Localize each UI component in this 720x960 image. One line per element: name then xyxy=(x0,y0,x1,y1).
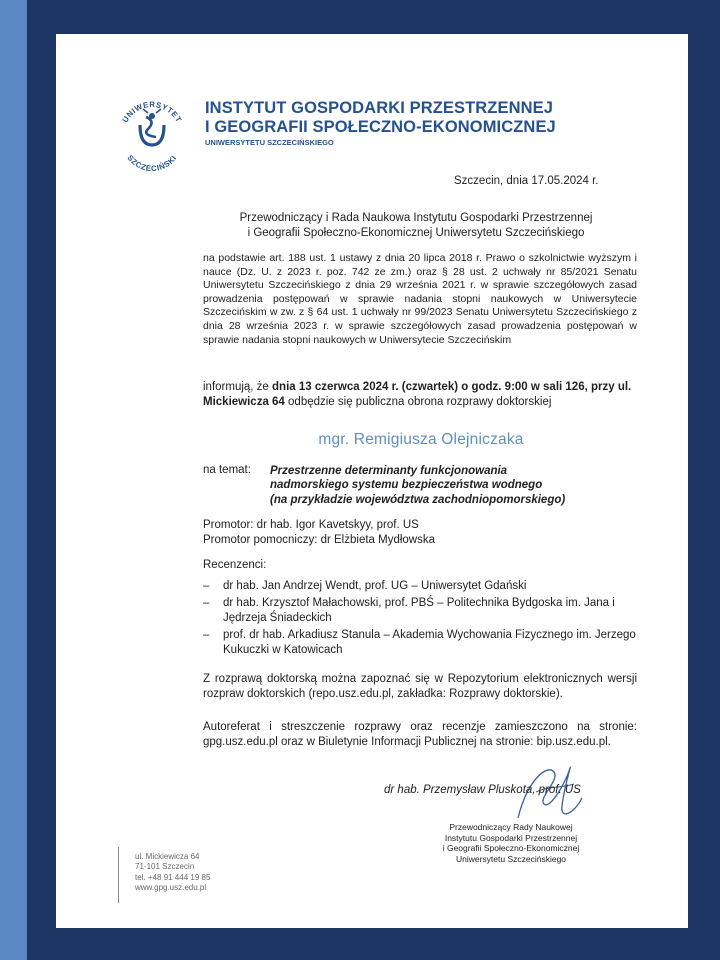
document-page xyxy=(56,34,688,928)
footer-divider xyxy=(118,847,119,903)
notice-suffix: odbędzie się publiczna obrona rozprawy doktorskiej xyxy=(284,396,552,408)
list-dash: – xyxy=(203,580,210,592)
reviewer-name: prof. dr hab. Arkadiusz Stanula – Akademia Wychowania Fizycznego im. Jerzego Kukuczki w Katowicach xyxy=(223,628,636,656)
list-item xyxy=(203,579,643,594)
assistant-promotor: Promotor pomocniczy: dr Elżbieta Mydłowska xyxy=(203,534,435,546)
footer-city: 71-101 Szczecin xyxy=(135,862,195,872)
addressee xyxy=(196,211,636,241)
legal-basis-paragraph: na podstawie art. 188 ust. 1 ustawy z dnia 20 lipca 2018 r. Prawo o szkolnictwie wyższym i nauce (Dz. U. z 2023 r. poz. 742 ze zm.) oraz § 28 ust. 2 uchwały nr 85/2021 Senatu Uniwersytetu Szczecińskiego z dnia 29 września 2021 r. w sprawie szczegółowych zasad prowadzenia postępowań w sprawie nadania stopni naukowych w Uniwersytecie Szczecińskim w zw. z § 64 ust. 1 uchwały nr 99/2023 Senatu Uniwersytetu Szczecińskiego z dnia 28 września 2023 r. w sprawie szczegółowych zasad prowadzenia postępowań w sprawie nadania stopni naukowych w Uniwersytecie Szczecińskim xyxy=(203,252,637,346)
signer-role-line2: Instytutu Gospodarki Przestrzennej xyxy=(444,832,578,843)
notice-prefix: informują, że xyxy=(203,381,273,393)
signer-role-line4: Uniwersytetu Szczecińskiego xyxy=(455,853,567,864)
institute-name xyxy=(205,99,556,137)
reviewer-name: dr hab. Krzysztof Małachowski, prof. PBŚ – Politechnika Bydgoska im. Jana i Jędrzeja Śniadeckich xyxy=(223,596,615,624)
list-dash: – xyxy=(203,596,210,609)
addressee-line1: Przewodniczący i Rada Naukowa Instytutu Gospodarki Przestrzennej xyxy=(239,212,593,224)
reviewer-name: dr hab. Jan Andrzej Wendt, prof. UG – Uniwersytet Gdański xyxy=(223,580,527,592)
topic-line2: nadmorskiego systemu bezpieczeństwa wodnego xyxy=(270,479,543,492)
svg-text:SZCZECIŃSKI: SZCZECIŃSKI xyxy=(125,153,179,174)
signer-role-line3: i Geografii Społeczno-Ekonomicznej xyxy=(442,843,580,853)
list-item xyxy=(203,596,643,626)
abstract-note: Autoreferat i streszczenie rozprawy oraz recenzje zamieszczono na stronie: gpg.usz.edu.pl oraz w Biuletynie Informacji Publicznej na stronie: bip.usz.edu.pl. xyxy=(203,721,637,748)
university-seal-logo xyxy=(116,89,188,185)
reviewers-heading: Recenzenci: xyxy=(203,559,267,571)
institute-name-line1: INSTYTUT GOSPODARKI PRZESTRZENNEJ xyxy=(205,99,553,117)
institute-subtitle: UNIWERSYTETU SZCZECIŃSKIEGO xyxy=(205,138,334,147)
document-date: Szczecin, dnia 17.05.2024 r. xyxy=(454,175,599,187)
dissertation-topic xyxy=(270,464,640,507)
repository-note: Z rozprawą doktorską można zapoznać się w Repozytorium elektronicznych wersji rozpraw doktorskich (repo.usz.edu.pl, zakładka: Rozprawy doktorskie). xyxy=(203,673,637,700)
footer-contact xyxy=(135,852,210,894)
promotors xyxy=(203,518,435,548)
list-dash: – xyxy=(203,628,210,641)
promotor: Promotor: dr hab. Igor Kavetskyy, prof. US xyxy=(203,519,419,531)
footer-website: www.gpg.usz.edu.pl xyxy=(135,883,207,893)
candidate-name: mgr. Remigiusza Olejniczaka xyxy=(318,431,524,448)
list-item xyxy=(203,628,643,658)
defense-notice xyxy=(203,380,643,410)
topic-label: na temat: xyxy=(203,464,251,476)
topic-line3: (na przykładzie województwa zachodniopomorskiego) xyxy=(270,493,566,506)
addressee-line2: i Geografii Społeczno-Ekonomicznej Uniwersytetu Szczecińskiego xyxy=(247,227,585,239)
institute-name-line2: I GEOGRAFII SPOŁECZNO-EKONOMICZNEJ xyxy=(205,118,556,136)
left-accent-stripe xyxy=(0,0,27,960)
svg-text:UNIWERSYTET: UNIWERSYTET xyxy=(120,99,184,125)
footer-phone: tel. +48 91 444 19 85 xyxy=(135,872,211,882)
signer-role-line1: Przewodniczący Rady Naukowej xyxy=(449,822,573,832)
topic-line1: Przestrzenne determinanty funkcjonowania xyxy=(270,465,508,477)
footer-street: ul. Mickiewicza 64 xyxy=(135,852,200,861)
signer-name: dr hab. Przemysław Pluskota, prof. US xyxy=(384,784,581,796)
signer-role xyxy=(436,822,586,864)
notice-date-location: dnia 13 czerwca 2024 r. (czwartek) o godz. 9:00 w sali 126, przy ul. Mickiewicza 64 xyxy=(203,381,632,408)
reviewers-list xyxy=(203,579,643,660)
